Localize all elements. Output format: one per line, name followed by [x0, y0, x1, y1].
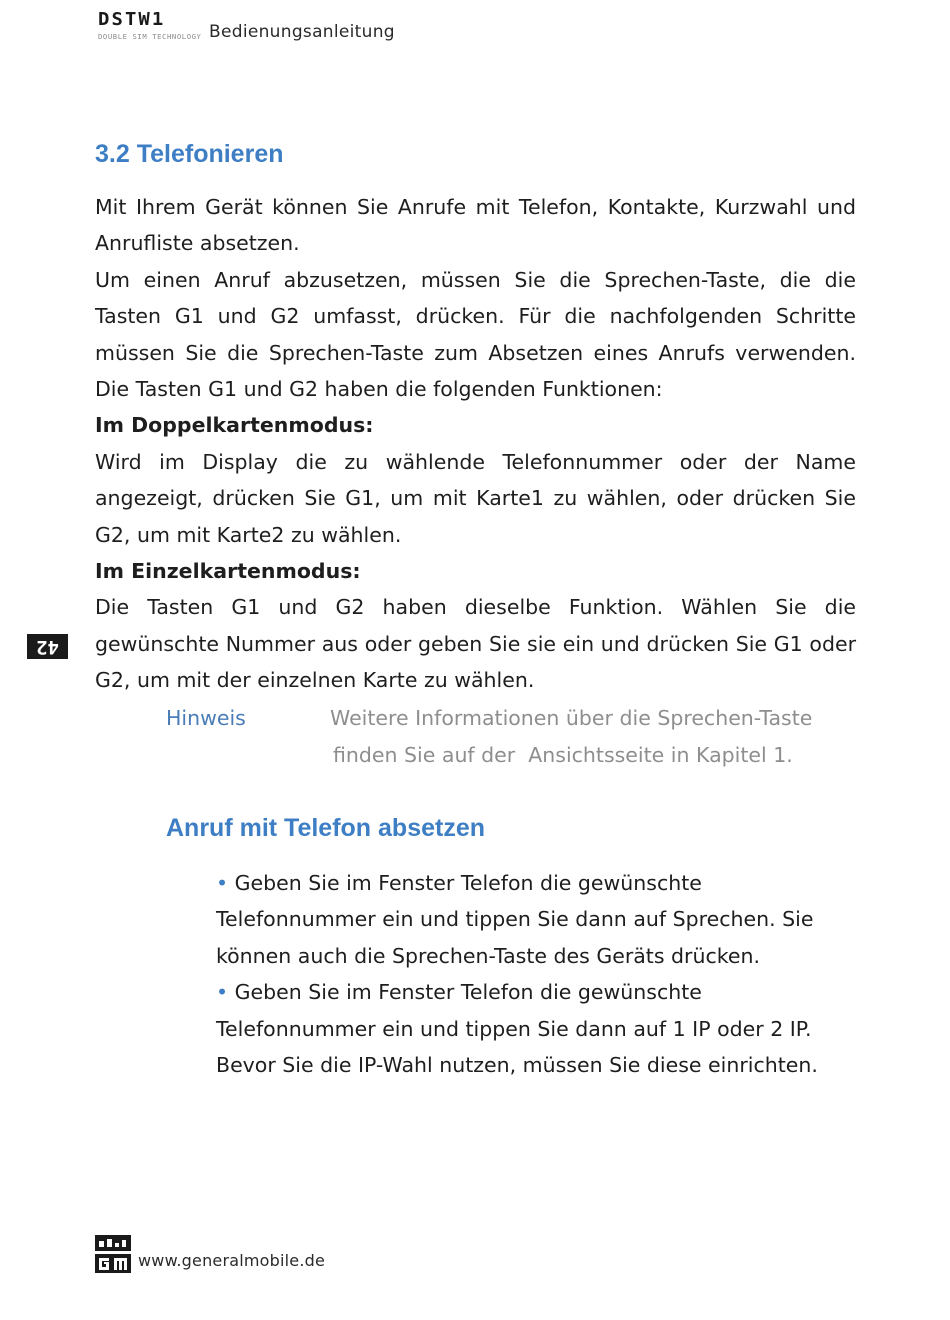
gm-logo-icon — [95, 1235, 131, 1273]
note-line-1: Weitere Informationen über die Sprechen-Taste — [330, 706, 813, 730]
section-title: 3.2 Telefonieren — [95, 140, 284, 168]
logo-subtitle: DOUBLE SIM TECHNOLOGY — [98, 32, 202, 41]
bullet-text: Geben Sie im Fenster Telefon die gewünschte Telefonnummer ein und tippen Sie dann auf 1 IP oder 2 IP. Bevor Sie die IP-Wahl nutzen, müssen Sie diese einrichten. — [216, 980, 818, 1078]
dual-mode-heading: Im Doppelkartenmodus: — [95, 413, 374, 438]
bullet-dot-icon: • — [216, 871, 229, 895]
dual-mode-text: Wird im Display die zu wählende Telefonnummer oder der Name angezeigt, drücken Sie G1, um mit Karte1 zu wählen, oder drücken Sie G2, um mit Karte2 zu wählen. — [95, 449, 856, 547]
document-title: Bedienungsanleitung — [209, 22, 395, 42]
section-body — [95, 189, 856, 699]
paragraph-call-keys: Um einen Anruf abzusetzen, müssen Sie die Sprechen-Taste, die die Tasten G1 und G2 umfasst, drücken. Für die nachfolgenden Schritte müssen Sie die Sprechen-Taste zum Absetzen eines Anrufs verwenden. Die Tasten G1 und G2 haben die folgenden Funktionen: — [95, 267, 856, 402]
bullet-list — [216, 865, 856, 1083]
subsection-title: Anruf mit Telefon absetzen — [166, 814, 486, 842]
footer-url-link[interactable]: www.generalmobile.de — [138, 1251, 326, 1270]
note-line-2: finden Sie auf der Ansichtsseite in Kapitel 1. — [333, 743, 793, 767]
bullet-text: Geben Sie im Fenster Telefon die gewünschte Telefonnummer ein und tippen Sie dann auf Sprechen. Sie können auch die Sprechen-Taste des Geräts drücken. — [216, 871, 814, 968]
list-item — [216, 865, 856, 974]
page-number-tab: 42 — [27, 634, 68, 659]
single-mode-text: Die Tasten G1 und G2 haben dieselbe Funktion. Wählen Sie die gewünschte Nummer aus oder geben Sie sie ein und drücken Sie G1 oder G2, um mit der einzelnen Karte zu wählen. — [95, 595, 856, 693]
note-label: Hinweis — [166, 706, 246, 730]
paragraph-intro: Mit Ihrem Gerät können Sie Anrufe mit Telefon, Kontakte, Kurzwahl und Anrufliste absetzen. — [95, 195, 856, 256]
single-mode-heading: Im Einzelkartenmodus: — [95, 559, 361, 584]
note-text — [330, 700, 850, 774]
bullet-dot-icon: • — [216, 980, 229, 1005]
list-item — [216, 974, 856, 1083]
logo-text: DSTW1 — [98, 9, 166, 30]
dstw1-logo — [96, 9, 202, 41]
